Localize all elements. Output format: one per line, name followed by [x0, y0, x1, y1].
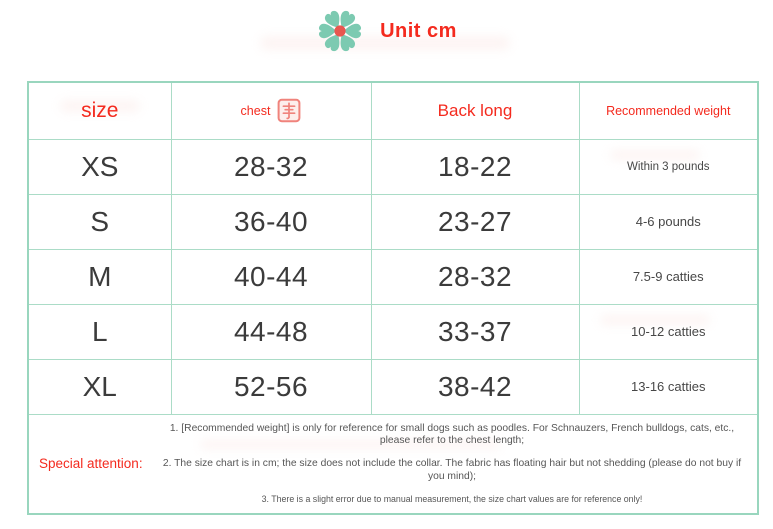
- cell-weight: 13-16 catties: [579, 359, 758, 414]
- cell-size: XL: [28, 359, 171, 414]
- cell-size: XS: [28, 139, 171, 194]
- table-row-xs: [28, 139, 758, 194]
- cell-back-long: 18-22: [371, 139, 579, 194]
- header-row: [28, 82, 758, 139]
- column-header-chest-label: chest: [240, 103, 271, 118]
- cell-back-long: 28-32: [371, 249, 579, 304]
- cell-chest: 40-44: [171, 249, 371, 304]
- note-item-3: 3. There is a slight error due to manual measurement, the size chart values are for reference only!: [261, 493, 643, 504]
- cell-back-long: 33-37: [371, 304, 579, 359]
- notes-cell: [28, 414, 758, 514]
- flower-icon: [316, 7, 364, 55]
- cell-size: L: [28, 304, 171, 359]
- cell-chest: 52-56: [171, 359, 371, 414]
- cell-chest: 36-40: [171, 194, 371, 249]
- unit-label: Unit cm: [380, 19, 457, 42]
- cell-size: S: [28, 194, 171, 249]
- column-header-size: size: [28, 82, 171, 139]
- banner: [0, 4, 773, 58]
- table-row-xl: [28, 359, 758, 414]
- note-item-1: 1. [Recommended weight] is only for reference for small dogs such as poodles. For Schnauzers, French bulldogs, cats, etc., please refer to the chest length;: [169, 422, 735, 447]
- table-row-m: [28, 249, 758, 304]
- notes-list: [157, 423, 757, 505]
- cell-weight: 7.5-9 catties: [579, 249, 758, 304]
- cell-size: M: [28, 249, 171, 304]
- special-attention-label: Special attention:: [39, 456, 143, 472]
- cell-weight: Within 3 pounds: [579, 139, 758, 194]
- notes-row: [28, 414, 758, 514]
- column-header-back-long: Back long: [371, 82, 579, 139]
- size-chart-table: [27, 81, 759, 515]
- note-item-2: 2. The size chart is in cm; the size does not include the collar. The fabric has floating hair but not shedding (please do not buy if you mind);: [162, 458, 742, 483]
- table-row-s: [28, 194, 758, 249]
- column-header-recommended-weight: Recommended weight: [579, 82, 758, 139]
- cell-back-long: 38-42: [371, 359, 579, 414]
- cell-weight: 4-6 pounds: [579, 194, 758, 249]
- cell-chest: 44-48: [171, 304, 371, 359]
- girth-stamp-icon: [277, 98, 301, 123]
- cell-chest: 28-32: [171, 139, 371, 194]
- cell-back-long: 23-27: [371, 194, 579, 249]
- cell-weight: 10-12 catties: [579, 304, 758, 359]
- table-row-l: [28, 304, 758, 359]
- column-header-chest: [171, 82, 371, 139]
